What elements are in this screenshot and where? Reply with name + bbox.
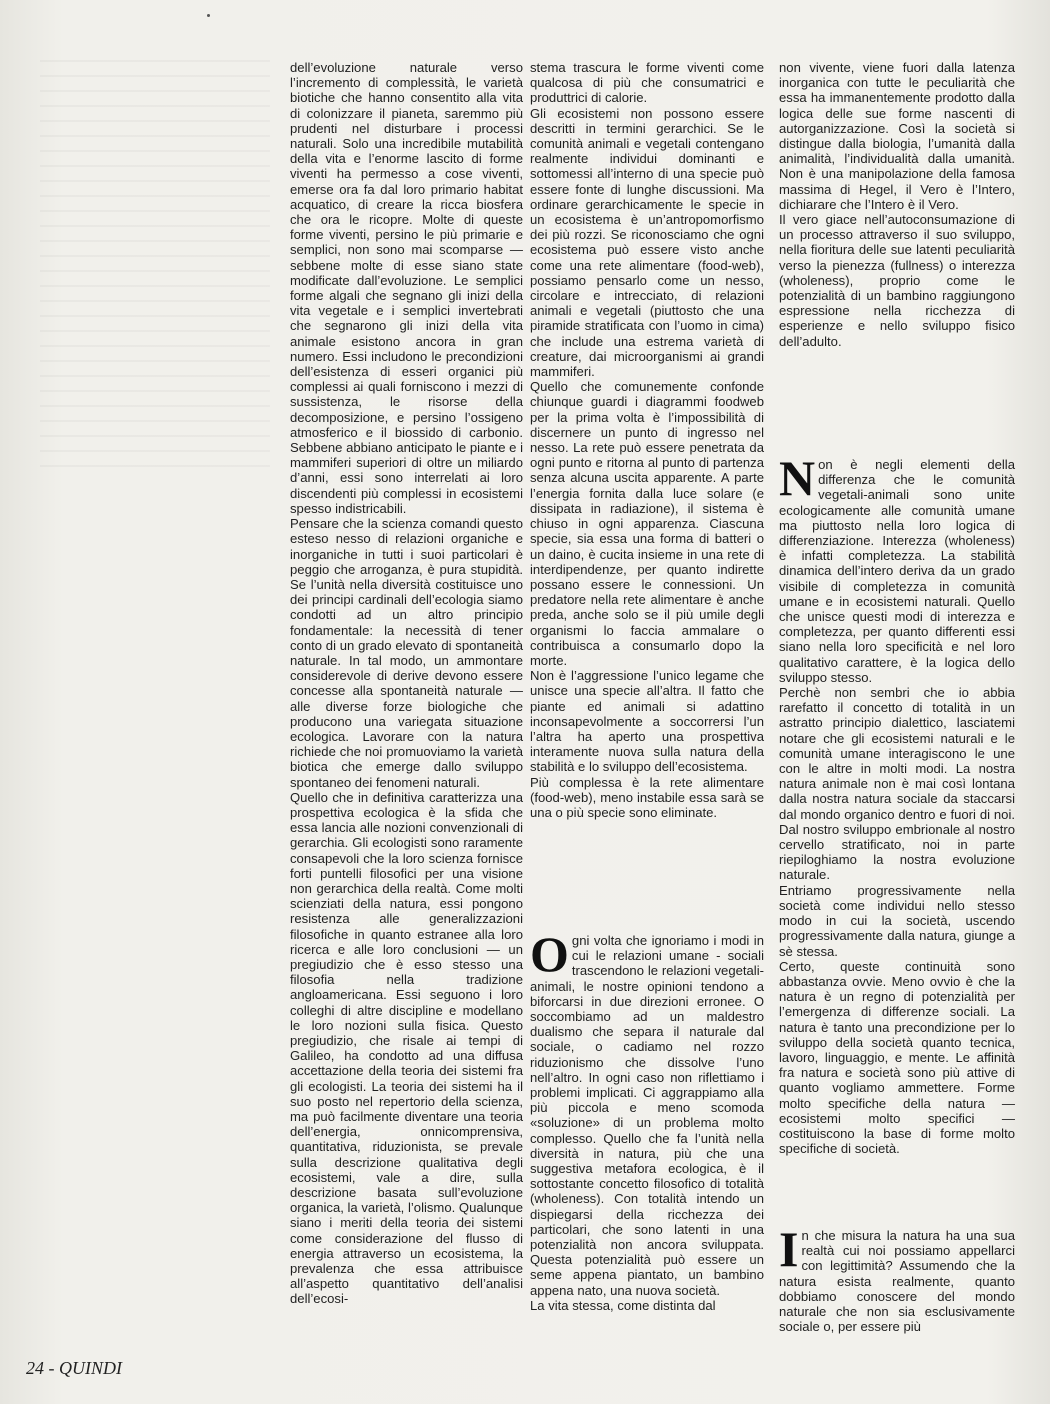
paragraph: Quello che in definitiva caratterizza una prospettiva ecologica è la sfida che essa lancia alle nozioni convenzionali di gerarchia. Gli ecologisti sono raramente consapevoli che la loro scienza fornisce forti puntelli filosofici per una visione non gerarchica della realtà. Come molti scienziati della natura, essi pongono resistenza alle generalizzazioni filosofiche in quanto estranee alla loro ricerca e alle loro conclusioni — un pregiudizio che è esso stesso una filosofia nella tradizione angloamericana. Essi seguono i loro colleghi di altre discipline e modellano le loro nozioni sulla fisica. Questo pregiudizio, che risale ai tempi di Galileo, ha condotto ad una diffusa accettazione della teoria dei sistemi fra gli ecologisti. La teoria dei sistemi ha il suo posto nel repertorio della scienza, ma può facilmente diventare una teoria dell’energia, onnicomprensiva, quantitativa, riduzionista, se prevale sulla descrizione qualitativa degli ecosistemi, vale a dire, sulla descrizione basata sull’evoluzione organica, la varietà, l’olismo. Qualunque siano i meriti della teoria dei sistemi come considerazione del flusso di energia attraverso un ecosistema, la prevalenza che essa attribuisce all’aspetto quantitativo dell’analisi dell’ecosi- [290,789,523,1307]
paragraph: Quello che comunemente confonde chiunque guardi i diagrammi foodweb per la prima volta è l’impossibilità di discernere un punto di ingresso nel nesso. La rete può essere penetrata da ogni punto e ritorna al punto di partenza senza alcuna uscita apparente. A parte l’energia fornita dalla luce solare (e dissipata in radiazione), il sistema è chiuso in ogni apparenza. Ciascuna specie, sia essa una forma di batteri o un daino, è cucita insieme in una rete di interdipendenze, per quanto indirette possano essere le connessioni. Un predatore nella rete alimentare è anche preda, anche solo se il più umile degli organismi lo faccia ammalare o contribuisca a consumarlo dopo la morte. [530,379,764,668]
paragraph: stema trascura le forme viventi come qualcosa di più che consumatrici e produttrici di calorie. [530,60,764,106]
paragraph: Più complessa è la rete alimentare (food-web), meno instabile essa sarà se una o più specie sono eliminate. [530,774,764,820]
paragraph: La vita stessa, come distinta dal [530,1297,716,1313]
paragraph: Perchè non sembri che io abbia rarefatto il concetto di totalità in un astratto principio dialettico, lasciatemi notare che gli ecosistemi naturali e le comunità umane interagiscono le une con le altre in molti modi. La nostra natura animale non è mai così lontana dalla nostra natura sociale da staccarsi dal mondo organico dentro e fuori di noi. Dal nostro sviluppo embrionale al nostro cervello stratificato, noi in parte riepiloghiamo la nostra evoluzione naturale. [779,685,1015,883]
paragraph: Entriamo progressivamente nella società come individui nello stesso modo in cui la società, uscendo progressivamente dalla natura, giunge a sè stessa. [779,882,1015,959]
print-speck [207,14,210,17]
column-3-top [779,60,1015,349]
paragraph: dell’evoluzione naturale verso l’incremento di complessità, le varietà biotiche che hanno consentito alla vita di colonizzare il pianeta, saremmo più prudenti nel disturbare i processi naturali. Solo una incredibile mutabilità della vita e l’enorme lascito di forme viventi ha permesso a cose viventi, emerse ora fa dal loro primario habitat acquatico, di creare la ricca biosfera che ora le ricopre. Molte di queste forme viventi, persino le più primarie e semplici, non sono mai scomparse — sebbene molte di esse siano state modificate dall’evoluzione. Le semplici forme algali che segnano gli inizi della vita vegetale e i semplici invertebrati che segnarono gli inizi della vita animale esistono ancora in gran numero. Essi includono le precondizioni dell’esistenza di esseri organici più complessi ai quali forniscono i mezzi di sussistenza, le risorse della decomposizione, e persino l’ossigeno atmosferico e il biossido di carbonio. Sebbene abbiano anticipato le piante e i mammiferi superiori di oltre un miliardo d’anni, essi sono interrelati ai loro discendenti più complessi in ecosistemi spesso indistricabili. [290,60,523,516]
section-block [779,450,1015,1157]
drop-cap: N [779,450,816,506]
paragraph: Non è l’aggressione l’unico legame che unisce una specie all’altra. Il fatto che piante ed animali si adattino inconsapevolmente a soccorrersi l’un l’altra ha aperto una prospettiva interamente nuova sulla natura della stabilità e lo sviluppo dell’ecosistema. [530,668,764,775]
paragraph: Gli ecosistemi non possono essere descritti in termini gerarchici. Se le comunità animali e vegetali contengano realmente individui dominanti e sottomessi all’interno di una specie può essere fonte di lunghe discussioni. Ma ordinare gerarchicamente le specie in un ecosistema è un’antropomorfismo dei più rozzi. Se riconosciamo che ogni ecosistema può essere visto anche come una rete alimentare (food-web), possiamo pensarlo come un nesso, circolare e intrecciato, di relazioni animali e vegetali (piuttosto che una piramide stratificata con l’uomo in cima) che include una estrema varietà di creature, dai microorganismi ai grandi mammiferi. [530,105,764,380]
paragraph: Pensare che la scienza comandi questo esteso nesso di relazioni organiche e inorganiche in tutti i suoi particolari è peggio che arroganza, è pura stupidità. Se l’unità nella diversità costituisce uno dei principi cardinali dell’ecologia siamo condotti ad un altro principio fondamentale: la necessità di tener conto di un grado elevato di spontaneità naturale. In tal modo, un ammontare considerevole di derive devono essere concesse alla spontaneità naturale — alle diverse forze biologiche che producono una variegata situazione ecologica. Lavorare con la natura richiede che noi promuoviamo la varietà biotica che emerge dallo sviluppo spontaneo dei fenomeni naturali. [290,516,523,790]
paragraph: In che misura la natura ha una sua realtà cui noi possiamo appellarci con legittimità? Assumendo che la natura esista realmente, quanto dobbiamo conoscere del mondo naturale che non sia esclusivamente sociale o, per essere più [779,1221,1015,1335]
drop-cap: O [530,926,569,982]
drop-cap: I [779,1221,799,1277]
show-through-text [40,60,270,480]
paragraph: non vivente, viene fuori dalla latenza inorganica con tutte le peculiarità che essa ha immanentemente prodotto dalla logica delle sue forme nascenti di autorganizzazione. Così la società si distingue dalla biologia, l’umanità dalla animalità, l’individualità dalla umanità. Non è una manipolazione della famosa massima di Hegel, il Vero è l’Intero, dichiarare che l’Intero è il Vero. [779,60,1015,212]
paragraph: Ogni volta che ignoriamo i modi in cui le relazioni umane - sociali trascendono le relazioni vegetali-animali, le nostre opinioni tendono a biforcarsi in due direzioni erronee. O soccombiamo ad un maldestro dualismo che separa il naturale dal sociale, o cadiamo nel rozzo riduzionismo che dissolve l’uno nell’altro. In ogni caso non riflettiamo i problemi implicati. Ci aggrappiamo alla più piccola e meno scomoda «soluzione» di un problema molto complesso. Quello che fa l’unità nella diversità in natura, più che una suggestiva metafora ecologica, è il sottostante concetto filosofico di totalità (wholeness). Con totalità intendo un dispiegarsi della ricchezza dei particolari, che sono latenti in una potenzialità non ancora sviluppata. Questa potenzialità può essere un seme appena piantato, un bambino appena nato, una nuova società. [530,926,764,1298]
section-block [779,1221,1015,1335]
paragraph: Non è negli elementi della differenza che le comunità vegetali-animali sono unite ecologicamente alle comunità umane ma piuttosto nella loro logica di differenziazione. Interezza (wholeness) è infatti completezza. La stabilità dinamica dell’intero deriva da un grado visibile di completezza in comunità umane e in ecosistemi naturali. Quello che unisce questi modi di interezza e completezza, per quanto differenti essi siano nella loro specificità e nel loro qualitativo carattere, è la logica dello sviluppo stesso. [779,450,1015,685]
column-1 [290,60,523,1307]
section-block [530,926,764,1313]
paragraph: Certo, queste continuità sono abbastanza ovvie. Meno ovvio è che la natura è un regno di potenzialità per l’emergenza di differenze sociali. La natura è tanto una precondizione per lo sviluppo della società quanto tecnica, lavoro, linguaggio, e mente. Le affinità fra natura e società sono più attive di quanto vogliamo ammettere. Forme molto specifiche della natura — ecosistemi molto specifici — costituiscono la base di forme molto specifiche di società. [779,958,1015,1157]
page-footer: 24 - QUINDI [26,1358,122,1378]
paragraph: Il vero giace nell’autoconsumazione di un processo attraverso il suo sviluppo, nella fioritura delle sue latenti peculiarità verso la pienezza (fullness) o interezza (wholeness), proprio come le potenzialità di un bambino raggiungono espressione nella ricchezza di esperienze e nello sviluppo fisico dell’adulto. [779,212,1015,349]
column-2-top [530,60,764,820]
